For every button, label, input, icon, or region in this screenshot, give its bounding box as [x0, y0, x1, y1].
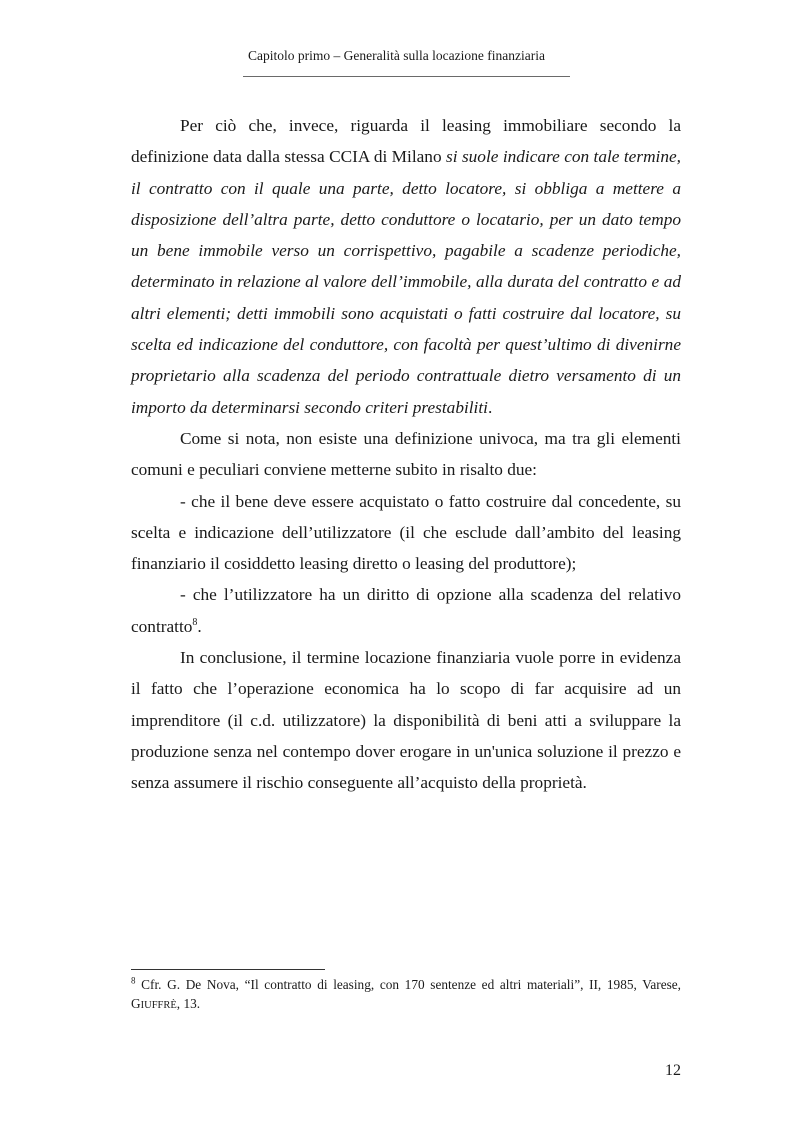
list-item-end-punct: .: [197, 616, 202, 636]
footnote-divider: [131, 969, 325, 970]
ccia-definition-quote: si suole indicare con tale termine, il contratto con il quale una parte, detto locatore, si obbliga a mettere a disposizione dell’altra parte, detto conduttore o locatario, per un dato tempo un bene immobile verso un corrispettivo, pagabile a scadenze periodiche, determinato in relazione al valore dell’immobile, alla durata del contratto e ad altri elementi; detti immobili sono acquistati o fatti costruire dal locatore, su scelta ed indicazione del conduttore, con facoltà per quest’ultimo di divenirne proprietario alla scadenza del periodo contrattuale dietro versamento di un importo da determinarsi secondo criteri prestabiliti: [131, 147, 681, 417]
list-item-acquisto: - che il bene deve essere acquistato o fatto costruire dal concedente, su scelta e indicazione dell’utilizzatore (il che esclude dall’ambito del leasing finanziario il cosiddetto leasing diretto o leasing del produttore);: [131, 491, 681, 574]
footnote-text-end: , 13.: [176, 996, 201, 1011]
running-header: [0, 48, 793, 64]
page-number: 12: [665, 1062, 681, 1079]
footnote-text: Cfr. G. De Nova, “Il contratto di leasing, con 170 sentenze ed altri materiali”, II, 1985, Varese,: [135, 977, 681, 992]
list-item-opzione-text: - che l’utilizzatore ha un diritto di opzione alla scadenza del relativo contratto: [131, 585, 681, 636]
footnote: [131, 975, 681, 1015]
footnote-number: 8: [131, 975, 136, 986]
footnote-reference[interactable]: 8: [192, 616, 198, 628]
paragraph-elementi-comuni: Come si nota, non esiste una definizione univoca, ma tra gli elementi comuni e peculiari conviene metterne subito in risalto due:: [131, 428, 681, 480]
paragraph-conclusione: In conclusione, il termine locazione finanziaria vuole porre in evidenza il fatto che l’operazione economica ha lo scopo di far acquisire ad un imprenditore (il c.d. utilizzatore) la disponibilità di beni atti a sviluppare la produzione senza nel contempo dover erogare in un'unica soluzione il prezzo e senza assumere il rischio conseguente all’acquisto della proprietà.: [131, 648, 681, 793]
paragraph-end-punct: .: [487, 397, 493, 417]
paragraph-leasing-immobiliare: [131, 110, 681, 423]
publisher-initial: G: [131, 996, 141, 1011]
running-title: Capitolo primo – Generalità sulla locazione finanziaria: [248, 48, 545, 63]
paragraph-intro: Per ciò che, invece, riguarda il leasing immobiliare secondo la definizione data dalla stessa CCIA di Milano: [131, 116, 681, 167]
list-item-opzione: [131, 579, 681, 642]
publisher-name: IUFFRÈ: [140, 1000, 177, 1011]
body-text: [131, 110, 681, 799]
header-divider: [243, 76, 570, 77]
